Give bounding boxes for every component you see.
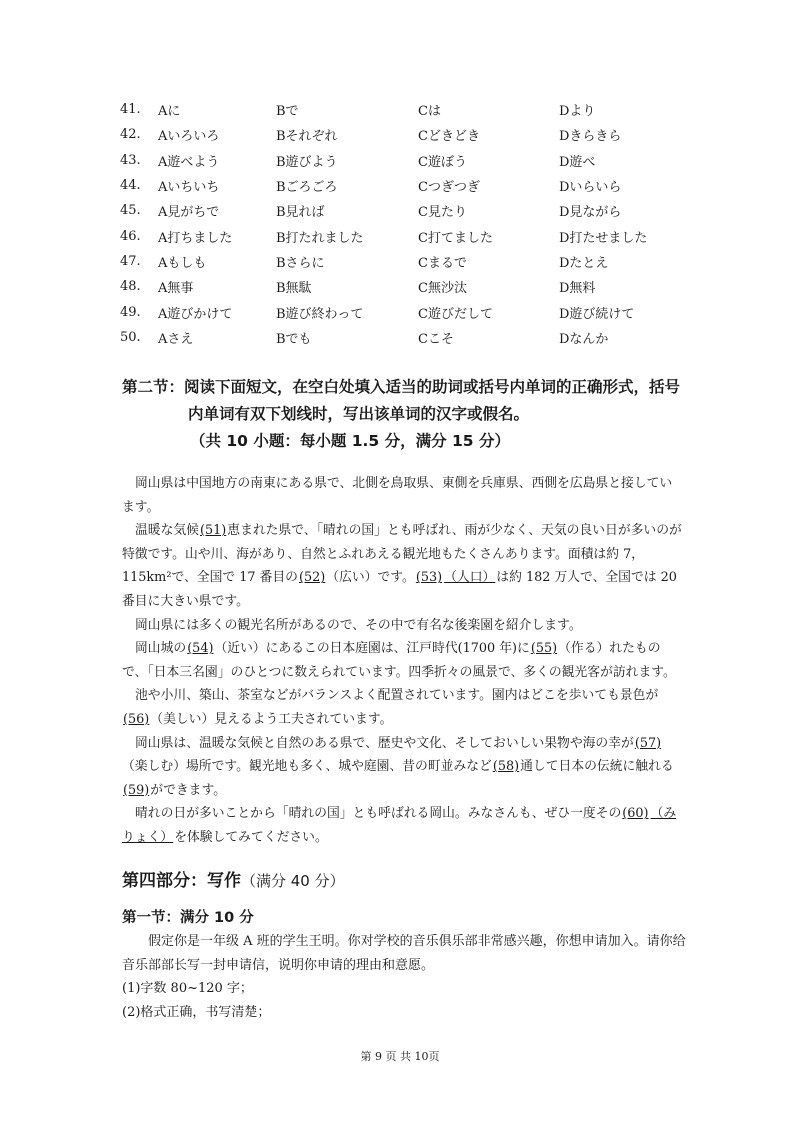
option-b: Bごろごろ	[276, 180, 338, 196]
option-b: Bで	[276, 104, 299, 120]
option-d: D遊び続けて	[559, 306, 635, 322]
passage-text: 恵まれた県で、「晴れの国」とも呼ばれ、雨が少なく、天気の良い日が多いのが特徴です。山や川、海があり、自然とふれあえる観光地もたくさんあります。面積は約 7，115km²で、全国で 17 番目の	[122, 523, 682, 586]
option-a: Aいろいろ	[158, 129, 220, 145]
blank-52: (52)	[298, 570, 326, 586]
question-number: 48.	[120, 279, 141, 295]
requirement-1: (1)字数 80~120 字；	[122, 981, 253, 996]
blank-53: (53)	[415, 570, 443, 586]
option-a: Aさえ	[158, 331, 194, 347]
passage-text: ができます。	[150, 782, 227, 798]
page-footer: 第 9 页 共 10页	[360, 1050, 440, 1063]
option-c: C遊ぼう	[418, 154, 467, 170]
part-four-score: （满分 40 分）	[241, 872, 345, 890]
passage-text: （近い）にあるこの日本庭園は、江戸時代(1700 年)に	[214, 641, 530, 657]
passage-text: 岡山県には多くの観光名所があるので、その中で有名な後楽園を紹介します。	[135, 617, 582, 633]
passage-text: 温暖な気候	[135, 523, 199, 539]
passage-paragraph	[122, 637, 682, 684]
option-b: B打たれました	[276, 230, 364, 246]
option-b: B遊び終わって	[276, 306, 364, 322]
option-d: Dなんか	[559, 331, 609, 347]
option-d: D無料	[559, 281, 596, 297]
section-one-heading: 第一节：满分 10 分	[122, 910, 254, 926]
option-row	[120, 325, 679, 350]
option-d: Dきらきら	[559, 129, 622, 145]
option-row	[120, 122, 679, 147]
option-c: Cどきどき	[418, 129, 480, 145]
section-two-heading	[122, 374, 682, 455]
option-a: Aに	[158, 104, 181, 120]
passage-text: （美しい）見えるよう工夫されています。	[150, 711, 393, 727]
option-c: Cこそ	[418, 331, 454, 347]
blank-59: (59)	[123, 782, 150, 798]
option-d: Dたとえ	[559, 255, 609, 271]
question-number: 42.	[120, 127, 141, 143]
passage-text: （楽しむ）場所です。観光地も多く、城や庭園、昔の町並みなど	[122, 759, 492, 775]
option-row	[120, 274, 679, 299]
blank-55: (55)	[530, 641, 558, 657]
option-a: Aもしも	[158, 255, 207, 271]
word-60: （みりょく）	[122, 806, 677, 845]
question-number: 46.	[120, 228, 141, 244]
option-c: C見たり	[418, 205, 467, 221]
answer-options	[120, 97, 679, 350]
option-row	[120, 173, 679, 198]
passage-text: 岡山県は中国地方の南東にある県で、北側を鳥取県、東側を兵庫県、西側を広島県と接しています。	[122, 476, 673, 515]
passage-paragraph	[122, 519, 682, 613]
passage-paragraph	[122, 472, 682, 519]
question-number: 44.	[120, 178, 141, 194]
option-d: D見ながら	[559, 205, 622, 221]
part-four-title: 第四部分：写作	[122, 871, 241, 891]
passage-text: 通して日本の伝統に触れる	[520, 759, 674, 775]
passage-text: を体験してみてください。	[174, 829, 328, 845]
option-c: C打てました	[418, 230, 493, 246]
option-d: Dより	[559, 104, 596, 120]
prompt-text: 假定你是一年级 A 班的学生王明。你对学校的音乐俱乐部非常感兴趣，你想申请加入。请你给音乐部部长写一封申请信，说明你申请的理由和意愿。	[122, 934, 686, 973]
blank-51: (51)	[199, 523, 227, 539]
question-number: 50.	[120, 329, 141, 345]
option-row	[120, 299, 679, 324]
option-c: Cは	[418, 104, 441, 120]
section-two-instruction: 第二节：阅读下面短文，在空白处填入适当的助词或括号内单词的正确形式，括号	[122, 378, 681, 396]
passage-text: （作る）れたもので、「日本三名園」のひとつに数えられています。四季折々の風景で、多くの観光客が訪れます。	[122, 641, 676, 680]
question-number: 49.	[120, 304, 141, 320]
reading-passage	[122, 472, 682, 850]
option-b: B遊びよう	[276, 154, 338, 170]
option-c: Cまるで	[418, 255, 467, 271]
blank-57: (57)	[634, 735, 662, 751]
option-c: C遊びだして	[418, 306, 493, 322]
section-two-score: （共 10 小题：每小题 1.5 分，满分 15 分）	[190, 432, 510, 450]
question-number: 41.	[120, 102, 141, 118]
writing-prompt	[122, 930, 687, 1024]
passage-text: 岡山城の	[135, 641, 187, 657]
option-b: B見れば	[276, 205, 325, 221]
word-53: （人口）	[444, 570, 496, 586]
option-row	[120, 148, 679, 173]
option-c: C無沙汰	[418, 281, 467, 297]
option-a: A無事	[158, 281, 194, 297]
passage-paragraph	[122, 802, 682, 849]
option-d: Dいらいら	[559, 180, 622, 196]
passage-text: は約 182 万人で、全国では 20 番目に大きい県です。	[122, 570, 677, 609]
blank-58: (58)	[492, 759, 520, 775]
passage-text: 晴れの日が多いことから「晴れの国」とも呼ばれる岡山。みなさんも、ぜひ一度その	[135, 806, 622, 822]
option-b: Bさらに	[276, 255, 325, 271]
part-four-heading	[122, 866, 345, 891]
blank-60: (60)	[622, 806, 649, 822]
passage-text: 岡山県は、温暖な気候と自然のある県で、歴史や文化、そしておいしい果物や海の幸が	[135, 735, 634, 751]
question-number: 47.	[120, 253, 141, 269]
option-b: Bでも	[276, 331, 312, 347]
option-row	[120, 223, 679, 248]
option-row	[120, 97, 679, 122]
blank-54: (54)	[187, 641, 214, 657]
option-a: A打ちました	[158, 230, 233, 246]
question-number: 43.	[120, 152, 141, 168]
passage-text: （広い）です。	[326, 570, 415, 586]
option-a: Aいちいち	[158, 180, 220, 196]
option-a: A見がちで	[158, 205, 220, 221]
option-d: D遊べ	[559, 154, 596, 170]
passage-paragraph	[122, 684, 682, 731]
option-b: B無駄	[276, 281, 312, 297]
question-number: 45.	[120, 203, 141, 219]
passage-paragraph	[122, 614, 682, 638]
passage-text: 池や小川、築山、茶室などがバランスよく配置されています。園内はどこを歩いても景色が	[135, 688, 659, 704]
blank-56: (56)	[123, 711, 150, 727]
option-a: A遊べよう	[158, 154, 220, 170]
option-d: D打たせました	[559, 230, 648, 246]
option-row	[120, 198, 679, 223]
section-two-instruction-cont: 内单词有双下划线时，写出该单词的汉字或假名。	[188, 405, 530, 423]
option-b: Bそれぞれ	[276, 129, 338, 145]
option-c: Cつぎつぎ	[418, 180, 480, 196]
option-row	[120, 249, 679, 274]
option-a: A遊びかけて	[158, 306, 233, 322]
requirement-2: (2)格式正确，书写清楚；	[122, 1004, 271, 1020]
passage-paragraph	[122, 732, 682, 803]
